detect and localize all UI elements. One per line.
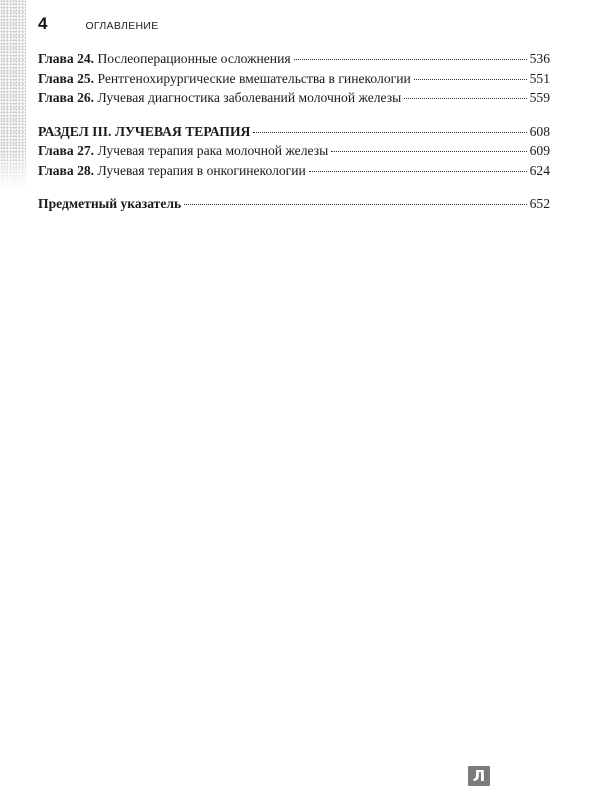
- spacer: [38, 108, 550, 122]
- chapter-prefix: Глава 24.: [38, 51, 95, 66]
- chapter-title: Послеоперационные осложнения: [97, 51, 291, 66]
- dot-leader: [414, 79, 527, 80]
- page-number: 4: [38, 14, 48, 33]
- page-ref: 608: [529, 123, 550, 139]
- chapter-title: Рентгенохирургические вмешательства в гинекологии: [97, 70, 411, 86]
- chapter-title: Лучевая терапия рака молочной железы: [97, 143, 329, 158]
- toc-entry-chapter-27[interactable]: [38, 141, 550, 161]
- decorative-edge-pattern: [0, 0, 26, 190]
- dot-leader: [404, 98, 526, 99]
- page-ref: 609: [529, 143, 550, 158]
- section-title: РАЗДЕЛ III. ЛУЧЕВАЯ ТЕРАПИЯ: [38, 123, 251, 139]
- dot-leader: [294, 59, 527, 60]
- toc-entry-chapter-25[interactable]: [38, 69, 550, 89]
- chapter-prefix: Глава 28.: [38, 162, 95, 178]
- publisher-logo-icon: Л: [468, 766, 490, 786]
- chapter-prefix: Глава 26.: [38, 90, 95, 105]
- page-header: [38, 14, 159, 36]
- chapter-title: Лучевая терапия в онкогинекологии: [97, 162, 306, 178]
- page-ref: 652: [529, 196, 550, 211]
- running-head: ОГЛАВЛЕНИЕ: [85, 20, 159, 32]
- toc-entry-chapter-28[interactable]: [38, 161, 550, 181]
- chapter-title: Лучевая диагностика заболеваний молочной железы: [97, 90, 402, 105]
- chapter-prefix: Глава 25.: [38, 70, 95, 86]
- page-ref: 559: [529, 90, 550, 105]
- dot-leader: [309, 171, 527, 172]
- dot-leader: [253, 132, 526, 133]
- chapter-prefix: Глава 27.: [38, 143, 95, 158]
- index-title: Предметный указатель: [38, 196, 182, 211]
- page-ref: 536: [529, 51, 550, 66]
- page-ref: 624: [529, 162, 550, 178]
- dot-leader: [331, 151, 526, 152]
- toc-entry-index[interactable]: [38, 194, 550, 214]
- toc-entry-section-3[interactable]: [38, 122, 550, 142]
- spacer: [38, 180, 550, 194]
- dot-leader: [184, 204, 526, 205]
- toc-entry-chapter-26[interactable]: [38, 88, 550, 108]
- page-ref: 551: [529, 70, 550, 86]
- toc-entry-chapter-24[interactable]: [38, 49, 550, 69]
- table-of-contents: [38, 49, 550, 214]
